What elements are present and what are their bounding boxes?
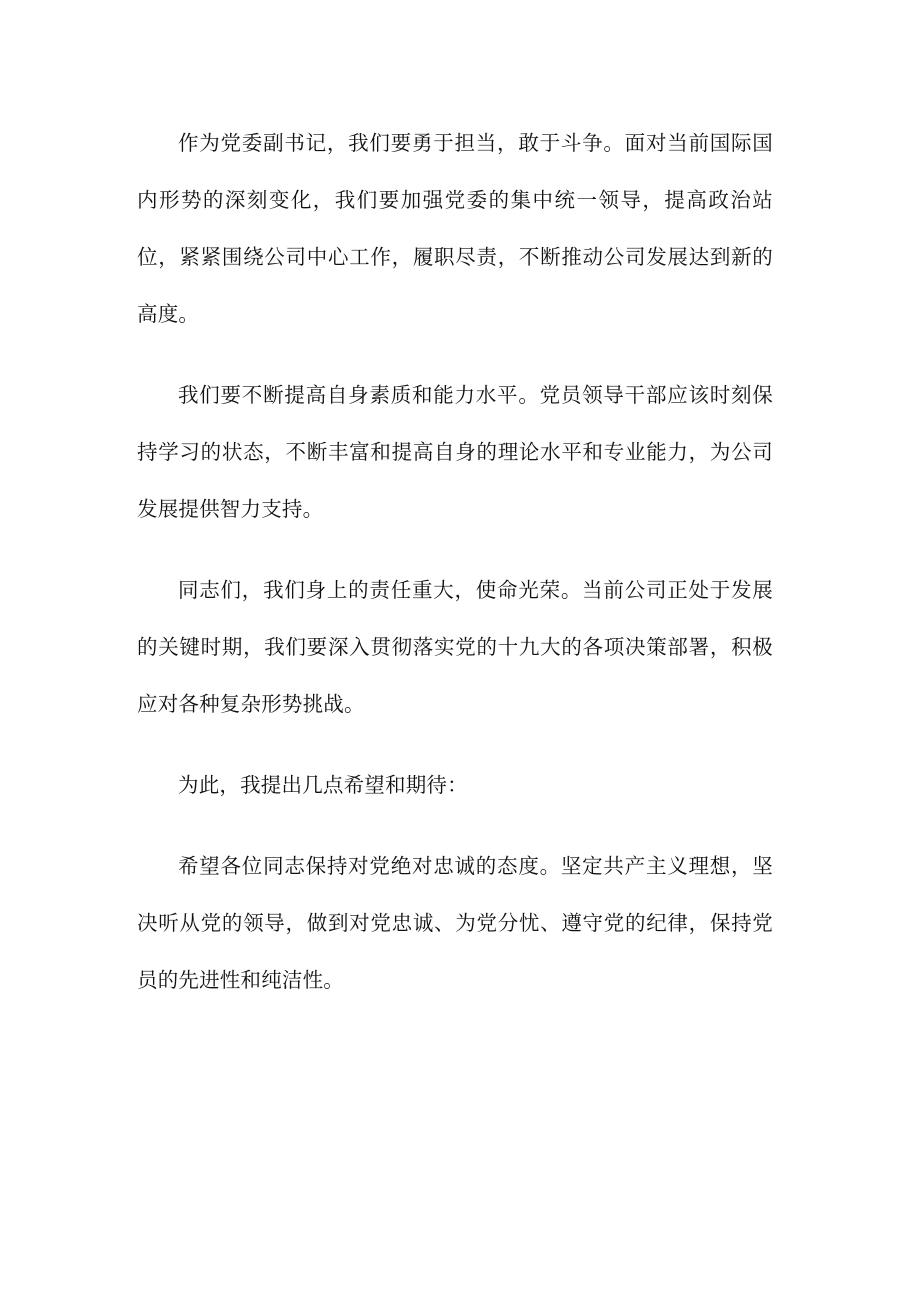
paragraph-2: 我们要不断提高自身素质和能力水平。党员领导干部应该时刻保持学习的状态，不断丰富和提高自身的理论水平和专业能力，为公司发展提供智力支持。 [137,383,773,521]
paragraph-4: 为此，我提出几点希望和期待： [178,773,468,797]
paragraph-5: 希望各位同志保持对党绝对忠诚的态度。坚定共产主义理想，坚决听从党的领导，做到对党忠诚、为党分忧、遵守党的纪律，保持党员的先进性和纯洁性。 [137,854,773,992]
document-body [137,115,773,1033]
paragraph-1: 作为党委副书记，我们要勇于担当，敢于斗争。面对当前国际国内形势的深刻变化，我们要加强党委的集中统一领导，提高政治站位，紧紧围绕公司中心工作，履职尽责，不断推动公司发展达到新的高度。 [137,131,773,326]
paragraph-3: 同志们，我们身上的责任重大，使命光荣。当前公司正处于发展的关键时期，我们要深入贯彻落实党的十九大的各项决策部署，积极应对各种复杂形势挑战。 [137,578,773,716]
